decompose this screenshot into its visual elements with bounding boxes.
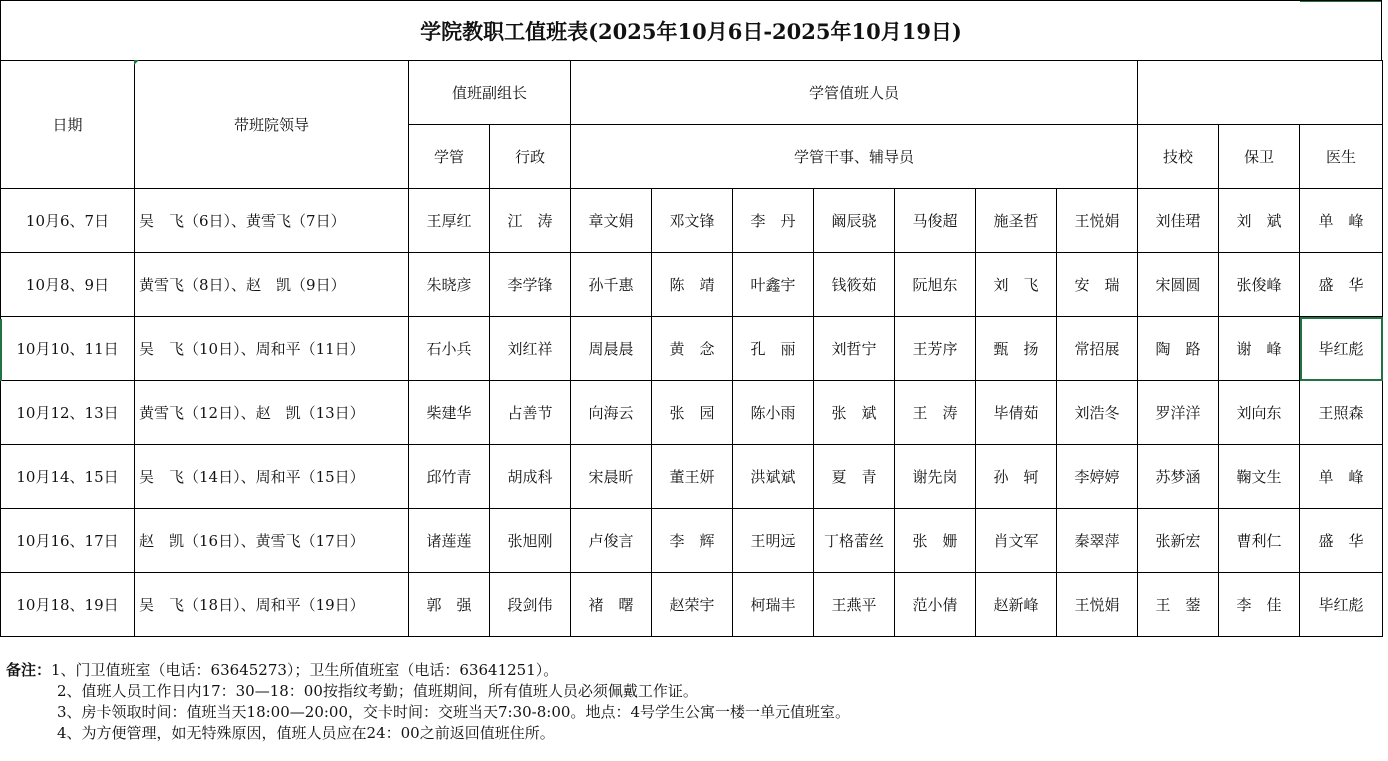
cell-staff[interactable]: 柯瑞丰: [733, 573, 814, 637]
cell-staff[interactable]: 王悦娟: [1057, 189, 1138, 253]
cell-staff[interactable]: 常招展: [1057, 317, 1138, 381]
cell-staff[interactable]: 孙 轲: [976, 445, 1057, 509]
cell-staff[interactable]: 黄 念: [652, 317, 733, 381]
cell-staff[interactable]: 张 姗: [895, 509, 976, 573]
cell-jixiao[interactable]: 王 蓥: [1138, 573, 1219, 637]
cell-yisheng[interactable]: 毕红彪: [1300, 317, 1383, 381]
comment-indicator: [134, 60, 139, 65]
cell-staff[interactable]: 王 涛: [895, 381, 976, 445]
cell-baowei[interactable]: 谢 峰: [1219, 317, 1300, 381]
header-xingzheng[interactable]: 行政: [490, 125, 571, 189]
note-text-1[interactable]: 1、门卫值班室（电话：63645273）；卫生所值班室（电话：63641251）。: [51, 661, 559, 679]
cell-date[interactable]: 10月18、19日: [1, 573, 135, 637]
cell-leader[interactable]: 吴 飞（18日）、周和平（19日）: [135, 573, 409, 637]
cell-yisheng[interactable]: 盛 华: [1300, 253, 1383, 317]
cell-jixiao[interactable]: 刘佳珺: [1138, 189, 1219, 253]
cell-staff[interactable]: 刘 飞: [976, 253, 1057, 317]
cell-xingzheng[interactable]: 江 涛: [490, 189, 571, 253]
cell-staff[interactable]: 李婷婷: [1057, 445, 1138, 509]
note-line-1: [6, 660, 1376, 681]
cell-staff[interactable]: 丁格蕾丝: [814, 509, 895, 573]
cell-xingzheng[interactable]: 段剑伟: [490, 573, 571, 637]
cell-xueguan[interactable]: 朱晓彦: [409, 253, 490, 317]
cell-baowei[interactable]: 李 佳: [1219, 573, 1300, 637]
table-row: [1, 445, 1383, 509]
row-selection-indicator: [0, 319, 2, 381]
cell-staff[interactable]: 赵荣宇: [652, 573, 733, 637]
cell-staff[interactable]: 李 丹: [733, 189, 814, 253]
cell-staff[interactable]: 马俊超: [895, 189, 976, 253]
cell-xueguan[interactable]: 诸莲莲: [409, 509, 490, 573]
cell-staff[interactable]: 刘浩冬: [1057, 381, 1138, 445]
cell-jixiao[interactable]: 罗洋洋: [1138, 381, 1219, 445]
duty-table: [0, 60, 1383, 637]
header-leader[interactable]: 带班院领导: [135, 61, 409, 189]
cell-jixiao[interactable]: 宋圆圆: [1138, 253, 1219, 317]
cell-staff[interactable]: 孙千惠: [571, 253, 652, 317]
cell-staff[interactable]: 章文娟: [571, 189, 652, 253]
cell-leader[interactable]: 黄雪飞（12日）、赵 凯（13日）: [135, 381, 409, 445]
cell-yisheng[interactable]: 盛 华: [1300, 509, 1383, 573]
cell-xingzheng[interactable]: 占善节: [490, 381, 571, 445]
cell-staff[interactable]: 卢俊言: [571, 509, 652, 573]
cell-baowei[interactable]: 刘 斌: [1219, 189, 1300, 253]
cell-staff[interactable]: 甄 扬: [976, 317, 1057, 381]
cell-staff[interactable]: 陈 靖: [652, 253, 733, 317]
cell-date[interactable]: 10月14、15日: [1, 445, 135, 509]
notes-section: [6, 660, 1376, 744]
cell-xingzheng[interactable]: 刘红祥: [490, 317, 571, 381]
cell-staff[interactable]: 谢先岗: [895, 445, 976, 509]
cell-date[interactable]: 10月10、11日: [1, 317, 135, 381]
cell-staff[interactable]: 阮旭东: [895, 253, 976, 317]
cell-jixiao[interactable]: 陶 路: [1138, 317, 1219, 381]
cell-yisheng[interactable]: 王照森: [1300, 381, 1383, 445]
cell-staff[interactable]: 肖文军: [976, 509, 1057, 573]
cell-staff[interactable]: 陈小雨: [733, 381, 814, 445]
header-xueguan[interactable]: 学管: [409, 125, 490, 189]
cell-jixiao[interactable]: 苏梦涵: [1138, 445, 1219, 509]
cell-staff[interactable]: 张 斌: [814, 381, 895, 445]
cell-staff[interactable]: 王明远: [733, 509, 814, 573]
header-xueguan-staff[interactable]: 学管值班人员: [571, 61, 1138, 125]
cell-staff[interactable]: 王燕平: [814, 573, 895, 637]
table-row: [1, 317, 1383, 381]
cell-date[interactable]: 10月16、17日: [1, 509, 135, 573]
cell-date[interactable]: 10月6、7日: [1, 189, 135, 253]
cell-xingzheng[interactable]: 胡成科: [490, 445, 571, 509]
cell-staff[interactable]: 安 瑞: [1057, 253, 1138, 317]
cell-date[interactable]: 10月8、9日: [1, 253, 135, 317]
cell-xueguan[interactable]: 石小兵: [409, 317, 490, 381]
header-yisheng[interactable]: 医生: [1300, 125, 1383, 189]
cell-yisheng[interactable]: 毕红彪: [1300, 573, 1383, 637]
cell-staff[interactable]: 夏 青: [814, 445, 895, 509]
note-line-4[interactable]: 4、为方便管理，如无特殊原因，值班人员应在24：00之前返回值班住所。: [57, 724, 555, 742]
cell-staff[interactable]: 钱筱茹: [814, 253, 895, 317]
cell-staff[interactable]: 阚辰骁: [814, 189, 895, 253]
cell-staff[interactable]: 董王妍: [652, 445, 733, 509]
cell-yisheng[interactable]: 单 峰: [1300, 189, 1383, 253]
cell-xueguan[interactable]: 柴建华: [409, 381, 490, 445]
header-baowei[interactable]: 保卫: [1219, 125, 1300, 189]
cell-staff[interactable]: 张 园: [652, 381, 733, 445]
table-row: [1, 189, 1383, 253]
table-row: [1, 381, 1383, 445]
cell-xueguan[interactable]: 郭 强: [409, 573, 490, 637]
cell-xueguan[interactable]: 王厚红: [409, 189, 490, 253]
cell-leader[interactable]: 赵 凯（16日）、黄雪飞（17日）: [135, 509, 409, 573]
cell-staff[interactable]: 宋晨昕: [571, 445, 652, 509]
cell-xueguan[interactable]: 邱竹青: [409, 445, 490, 509]
cell-jixiao[interactable]: 张新宏: [1138, 509, 1219, 573]
note-line-2[interactable]: 2、值班人员工作日内17：30—18：00按指纹考勤；值班期间，所有值班人员必须佩戴工作证。: [57, 682, 698, 700]
cell-staff[interactable]: 赵新峰: [976, 573, 1057, 637]
cell-staff[interactable]: 洪斌斌: [733, 445, 814, 509]
cell-staff[interactable]: 周晨晨: [571, 317, 652, 381]
header-blank[interactable]: [1138, 61, 1383, 125]
cell-staff[interactable]: 秦翠萍: [1057, 509, 1138, 573]
cell-staff[interactable]: 向海云: [571, 381, 652, 445]
header-date[interactable]: 日期: [1, 61, 135, 189]
note-line-3[interactable]: 3、房卡领取时间：值班当天18:00—20:00，交卡时间：交班当天7:30-8:00。地点：4号学生公寓一楼一单元值班室。: [57, 703, 850, 721]
cell-staff[interactable]: 叶鑫宇: [733, 253, 814, 317]
cell-xingzheng[interactable]: 李学锋: [490, 253, 571, 317]
table-row: [1, 573, 1383, 637]
cell-baowei[interactable]: 鞠文生: [1219, 445, 1300, 509]
table-row: [1, 253, 1383, 317]
cell-staff[interactable]: 王芳序: [895, 317, 976, 381]
cell-leader[interactable]: 吴 飞（6日）、黄雪飞（7日）: [135, 189, 409, 253]
cell-leader[interactable]: 吴 飞（14日）、周和平（15日）: [135, 445, 409, 509]
header-jixiao[interactable]: 技校: [1138, 125, 1219, 189]
header-xueguan-ganshi[interactable]: 学管干事、辅导员: [571, 125, 1138, 189]
cell-baowei[interactable]: 曹利仁: [1219, 509, 1300, 573]
cell-staff[interactable]: 范小倩: [895, 573, 976, 637]
cell-staff[interactable]: 毕倩茹: [976, 381, 1057, 445]
cell-staff[interactable]: 邓文锋: [652, 189, 733, 253]
cell-leader[interactable]: 黄雪飞（8日）、赵 凯（9日）: [135, 253, 409, 317]
cell-baowei[interactable]: 张俊峰: [1219, 253, 1300, 317]
cell-staff[interactable]: 刘哲宁: [814, 317, 895, 381]
cell-baowei[interactable]: 刘向东: [1219, 381, 1300, 445]
cell-leader[interactable]: 吴 飞（10日）、周和平（11日）: [135, 317, 409, 381]
cell-staff[interactable]: 王悦娟: [1057, 573, 1138, 637]
notes-label: 备注：: [6, 661, 52, 679]
cell-staff[interactable]: 孔 丽: [733, 317, 814, 381]
sheet-title[interactable]: 学院教职工值班表(2025年10月6日-2025年10月19日): [0, 0, 1382, 60]
cell-xingzheng[interactable]: 张旭刚: [490, 509, 571, 573]
cell-staff[interactable]: 施圣哲: [976, 189, 1057, 253]
cell-yisheng[interactable]: 单 峰: [1300, 445, 1383, 509]
cell-date[interactable]: 10月12、13日: [1, 381, 135, 445]
table-row: [1, 509, 1383, 573]
cell-staff[interactable]: 李 辉: [652, 509, 733, 573]
header-vice-group[interactable]: 值班副组长: [409, 61, 571, 125]
cell-staff[interactable]: 褚 曙: [571, 573, 652, 637]
